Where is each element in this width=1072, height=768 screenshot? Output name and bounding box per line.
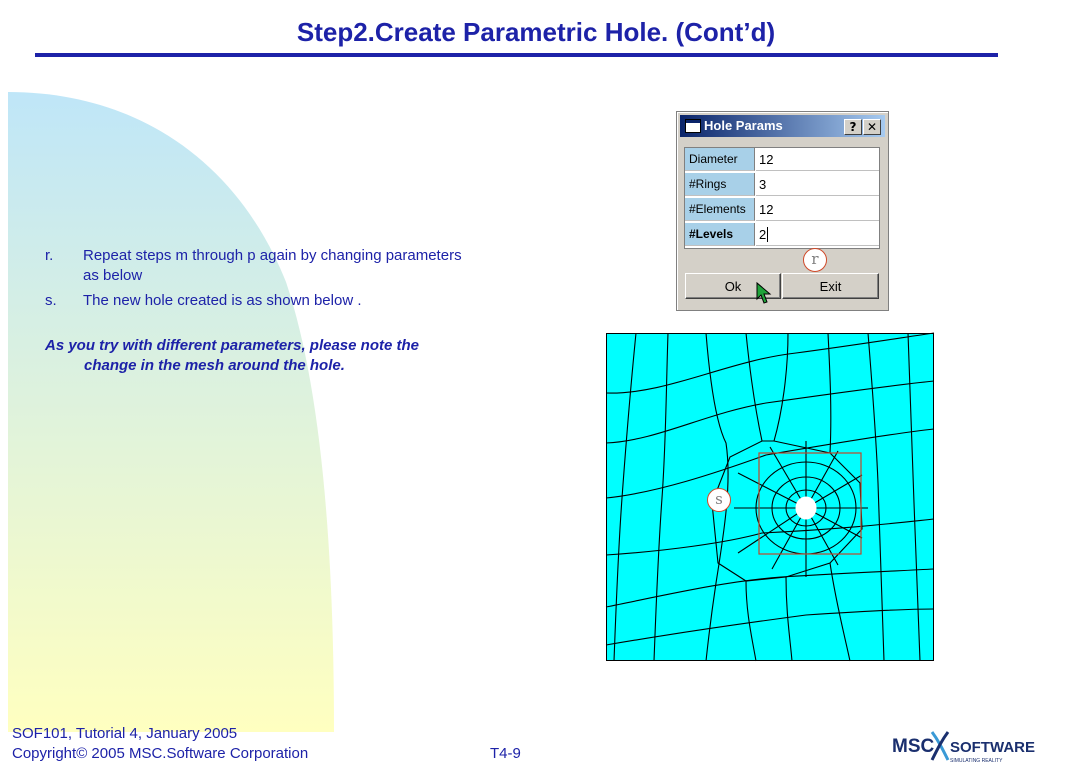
page-title: Step2.Create Parametric Hole. (Cont’d) xyxy=(296,17,776,47)
exit-button[interactable]: Exit xyxy=(782,273,879,299)
elements-input[interactable]: 12 xyxy=(756,198,879,221)
param-row-diameter xyxy=(685,148,879,172)
param-row-levels xyxy=(685,223,879,247)
logo-tagline: SIMULATING REALITY xyxy=(950,758,1003,764)
msc-software-logo xyxy=(892,728,1035,766)
param-label: #Elements xyxy=(685,198,755,221)
param-row-elements xyxy=(685,198,879,222)
note-text xyxy=(45,336,485,376)
diameter-input[interactable]: 12 xyxy=(756,148,879,171)
ok-button[interactable]: Ok xyxy=(685,273,781,299)
background-gradient-shape xyxy=(8,92,334,732)
step-text-line2: as below xyxy=(83,267,143,284)
hole-params-dialog xyxy=(676,111,889,311)
footer-course: SOF101, Tutorial 4, January 2005 xyxy=(12,725,238,742)
logo-brand: MSC xyxy=(892,736,935,757)
help-button[interactable]: ? xyxy=(844,119,862,135)
param-row-rings xyxy=(685,173,879,197)
step-marker: s. xyxy=(45,292,57,309)
dialog-title: Hole Params xyxy=(704,118,783,133)
page-number: T4-9 xyxy=(490,745,521,762)
callout-r: r xyxy=(803,248,827,272)
step-marker: r. xyxy=(45,247,54,264)
mouse-pointer-icon xyxy=(756,282,772,306)
mesh-viewport xyxy=(606,333,934,661)
param-label: #Levels xyxy=(685,223,755,246)
callout-s: s xyxy=(707,488,731,512)
footer-copyright: Copyright© 2005 MSC.Software Corporation xyxy=(12,745,309,762)
dialog-titlebar[interactable] xyxy=(680,115,885,137)
note-line2: change in the mesh around the hole. xyxy=(84,357,345,374)
text-cursor xyxy=(767,227,768,242)
title-underline xyxy=(35,53,998,57)
close-button[interactable]: ✕ xyxy=(863,119,881,135)
rings-input[interactable]: 3 xyxy=(756,173,879,196)
param-label: Diameter xyxy=(685,148,755,171)
levels-input[interactable] xyxy=(756,223,879,246)
logo-brand2: SOFTWARE xyxy=(950,739,1035,756)
footer-info xyxy=(12,724,308,764)
params-grid xyxy=(684,147,880,249)
note-line1: As you try with different parameters, please note the xyxy=(45,337,419,354)
step-text-line1: Repeat steps m through p again by changing parameters xyxy=(83,247,462,264)
param-label: #Rings xyxy=(685,173,755,196)
window-icon xyxy=(685,119,701,133)
step-text-line1: The new hole created is as shown below . xyxy=(83,292,362,309)
levels-value: 2 xyxy=(759,227,767,242)
